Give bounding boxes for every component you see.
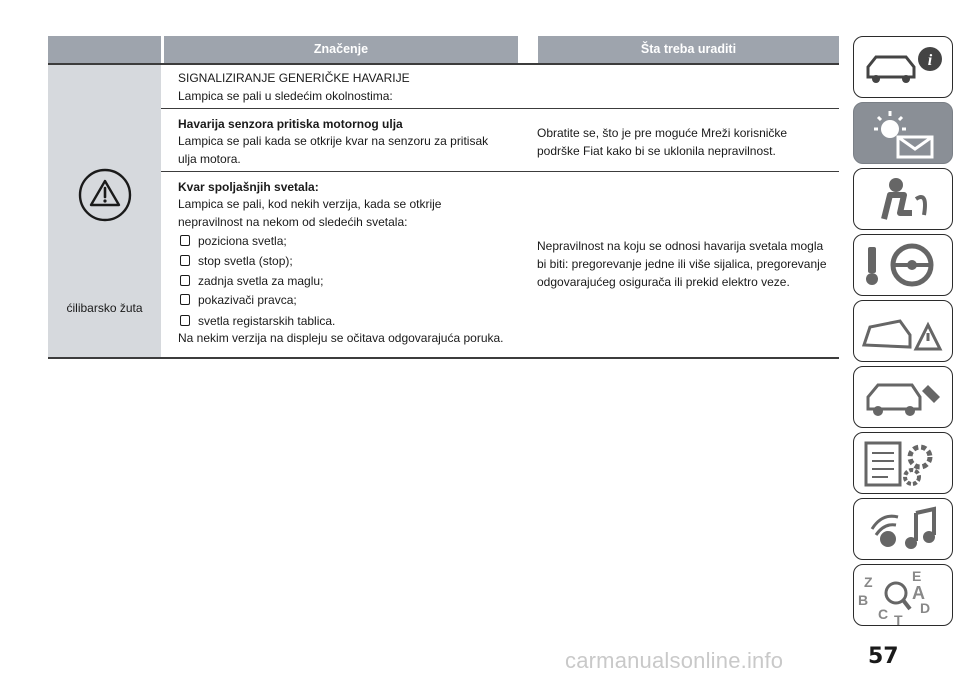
action-text: Nepravilnost na koju se odnosi havarija svetala mogla <box>537 239 824 253</box>
page-number: 57 <box>868 644 899 669</box>
watermark-text: carmanualsonline.info <box>565 648 784 673</box>
list-item: stop svetla (stop); <box>178 253 293 270</box>
warning-lights-icon <box>854 103 954 165</box>
svg-text:C: C <box>878 606 889 622</box>
section-title: SIGNALIZIRANJE GENERIČKE HAVARIJE <box>178 71 410 85</box>
row-footer-text: Na nekim verzija na displeju se očitava odgovarajuća poruka. <box>178 331 504 345</box>
warning-triangle-icon <box>78 168 132 222</box>
nav-tab-maintenance[interactable] <box>853 366 953 428</box>
header-cell-action: Šta treba uraditi <box>538 36 839 63</box>
nav-tab-multimedia[interactable] <box>853 498 953 560</box>
indicator-color-label: ćilibarsko žuta <box>66 301 143 315</box>
svg-text:T: T <box>894 612 903 627</box>
steering-key-icon <box>854 235 954 297</box>
action-text: odgovarajućeg osigurača ili prekid elektro veze. <box>537 275 790 289</box>
header-divider <box>48 63 839 65</box>
checkbox-bullet-icon <box>180 275 190 286</box>
row-heading: Havarija senzora pritiska motornog ulja <box>178 117 403 131</box>
action-text: Obratite se, što je pre moguće Mreži korisničke <box>537 126 788 140</box>
row-heading: Kvar spoljašnjih svetala: <box>178 180 319 194</box>
checkbox-bullet-icon <box>180 235 190 246</box>
row-divider <box>161 171 839 172</box>
nav-tab-index[interactable] <box>853 564 953 626</box>
svg-text:Z: Z <box>864 574 873 590</box>
row-divider <box>161 108 839 109</box>
svg-text:E: E <box>912 568 922 584</box>
emergency-icon <box>854 301 954 363</box>
table-header <box>48 36 839 63</box>
nav-tab-car-info[interactable] <box>853 36 953 98</box>
row-text: ulja motora. <box>178 152 241 166</box>
nav-tab-safety[interactable] <box>853 168 953 230</box>
checkbox-bullet-icon <box>180 294 190 305</box>
list-item: pokazivači pravca; <box>178 292 297 309</box>
svg-text:B: B <box>858 592 869 608</box>
svg-text:A: A <box>912 583 925 603</box>
multimedia-icon <box>854 499 954 561</box>
list-item: poziciona svetla; <box>178 233 287 250</box>
safety-airbag-icon <box>854 169 954 231</box>
header-cell-meaning: Značenje <box>164 36 518 63</box>
index-search-icon <box>854 565 954 627</box>
indicator-cell <box>48 65 161 357</box>
row-text: Lampica se pali, kod nekih verzija, kada se otkrije <box>178 197 442 211</box>
car-info-icon <box>854 37 954 99</box>
nav-tab-technical-data[interactable] <box>853 432 953 494</box>
header-cell-empty <box>48 36 161 63</box>
checkbox-bullet-icon <box>180 255 190 266</box>
car-maintenance-icon <box>854 367 954 429</box>
section-intro-text: Lampica se pali u sledećim okolnostima: <box>178 89 393 103</box>
svg-text:D: D <box>920 600 931 616</box>
svg-text:i: i <box>927 52 933 69</box>
nav-tab-warning-lights[interactable] <box>853 102 953 164</box>
nav-tab-emergency[interactable] <box>853 300 953 362</box>
table-bottom-divider <box>48 357 839 359</box>
list-item: zadnja svetla za maglu; <box>178 273 323 290</box>
action-text: bi biti: pregorevanje jedne ili više sijalica, pregorevanje <box>537 257 827 271</box>
row-text: Lampica se pali kada se otkrije kvar na senzoru za pritisak <box>178 134 489 148</box>
checkbox-bullet-icon <box>180 315 190 326</box>
nav-tab-steering[interactable] <box>853 234 953 296</box>
action-text: podrške Fiat kako bi se uklonila nepravilnost. <box>537 144 776 158</box>
technical-data-icon <box>854 433 954 495</box>
row-text: nepravilnost na nekom od sledećih svetala: <box>178 215 408 229</box>
list-item: svetla registarskih tablica. <box>178 313 335 330</box>
